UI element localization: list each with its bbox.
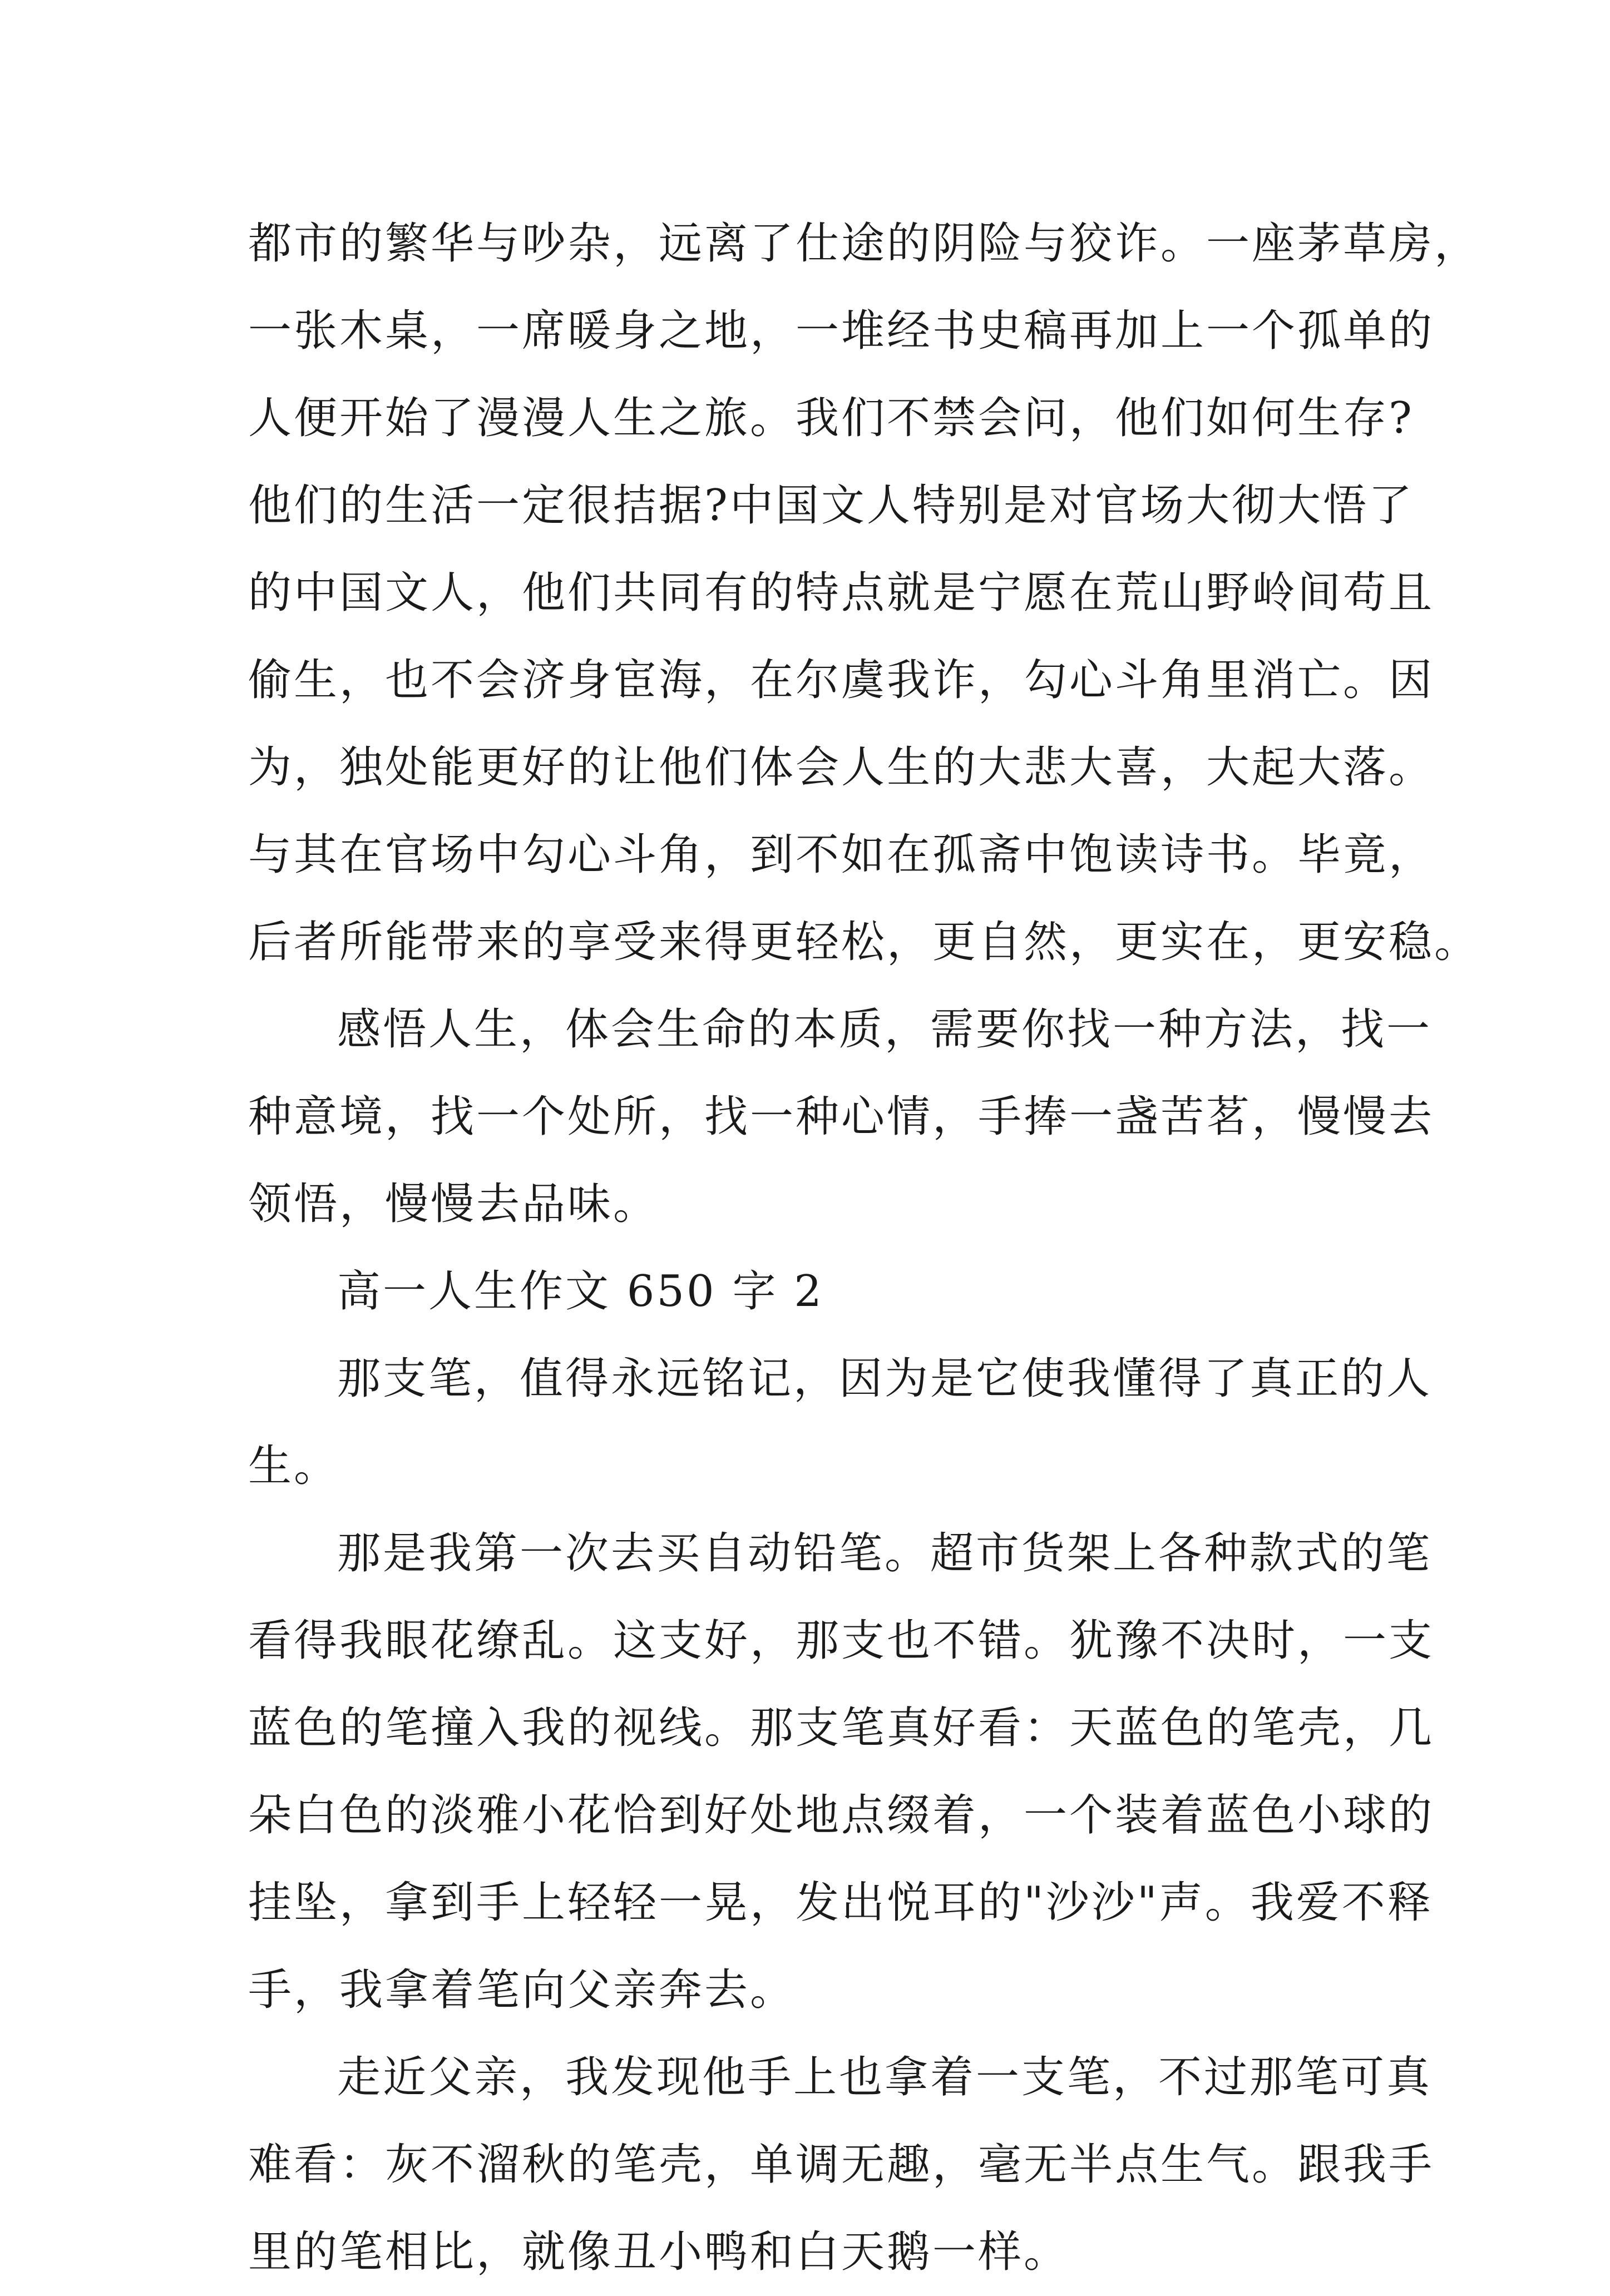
text-line: 一张木桌，一席暖身之地，一堆经书史稿再加上一个孤单的 <box>248 306 1435 356</box>
paragraph-5 <box>248 2034 1435 2296</box>
text-line: 难看：灰不溜秋的笔壳，单调无趣，毫无半点生气。跟我手 <box>248 2140 1435 2190</box>
paragraph-2 <box>248 986 1435 1248</box>
text-line: 那是我第一次去买自动铅笔。超市货架上各种款式的笔 <box>337 1528 1433 1578</box>
text-line: 看得我眼花缭乱。这支好，那支也不错。犹豫不决时，一支 <box>248 1616 1435 1666</box>
text-line: 走近父亲，我发现他手上也拿着一支笔，不过那笔可真 <box>337 2052 1433 2102</box>
text-line: 的中国文人，他们共同有的特点就是宁愿在荒山野岭间苟且 <box>248 568 1435 618</box>
paragraph-3 <box>248 1335 1433 1510</box>
paragraph-4 <box>248 1510 1435 2034</box>
text-line: 那支笔，值得永远铭记，因为是它使我懂得了真正的人 <box>337 1354 1433 1404</box>
text-line: 挂坠，拿到手上轻轻一晃，发出悦耳的"沙沙"声。我爱不释 <box>248 1878 1433 1928</box>
text-line: 都市的繁华与吵杂，远离了仕途的阴险与狡诈。一座茅草房， <box>248 219 1480 269</box>
text-line: 他们的生活一定很拮据?中国文人特别是对官场大彻大悟了 <box>248 481 1414 531</box>
text-line: 领悟，慢慢去品味。 <box>248 1179 659 1229</box>
text-line: 后者所能带来的享受来得更轻松，更自然，更实在，更安稳。 <box>248 917 1480 967</box>
section-heading <box>248 1248 1383 1335</box>
text-line: 里的笔相比，就像丑小鸭和白天鹅一样。 <box>248 2227 1070 2277</box>
text-line: 蓝色的笔撞入我的视线。那支笔真好看：天蓝色的笔壳，几 <box>248 1703 1435 1753</box>
text-line: 种意境，找一个处所，找一种心情，手捧一盏苦茗，慢慢去 <box>248 1092 1435 1142</box>
text-line: 生。 <box>248 1441 340 1491</box>
text-line: 为，独处能更好的让他们体会人生的大悲大喜，大起大落。 <box>248 743 1435 793</box>
paragraph-1 <box>248 200 1480 986</box>
heading-text: 高一人生作文 650 字 2 <box>337 1266 824 1317</box>
text-line: 偷生，也不会济身宦海，在尔虞我诈，勾心斗角里消亡。因 <box>248 655 1435 705</box>
text-line: 与其在官场中勾心斗角，到不如在孤斋中饱读诗书。毕竟， <box>248 830 1435 880</box>
document-body <box>248 200 1480 2296</box>
text-line: 人便开始了漫漫人生之旅。我们不禁会问，他们如何生存? <box>248 393 1414 443</box>
text-line: 手，我拿着笔向父亲奔去。 <box>248 1965 796 2015</box>
text-line: 感悟人生，体会生命的本质，需要你找一种方法，找一 <box>337 1004 1433 1055</box>
text-line: 朵白色的淡雅小花恰到好处地点缀着，一个装着蓝色小球的 <box>248 1790 1435 1840</box>
